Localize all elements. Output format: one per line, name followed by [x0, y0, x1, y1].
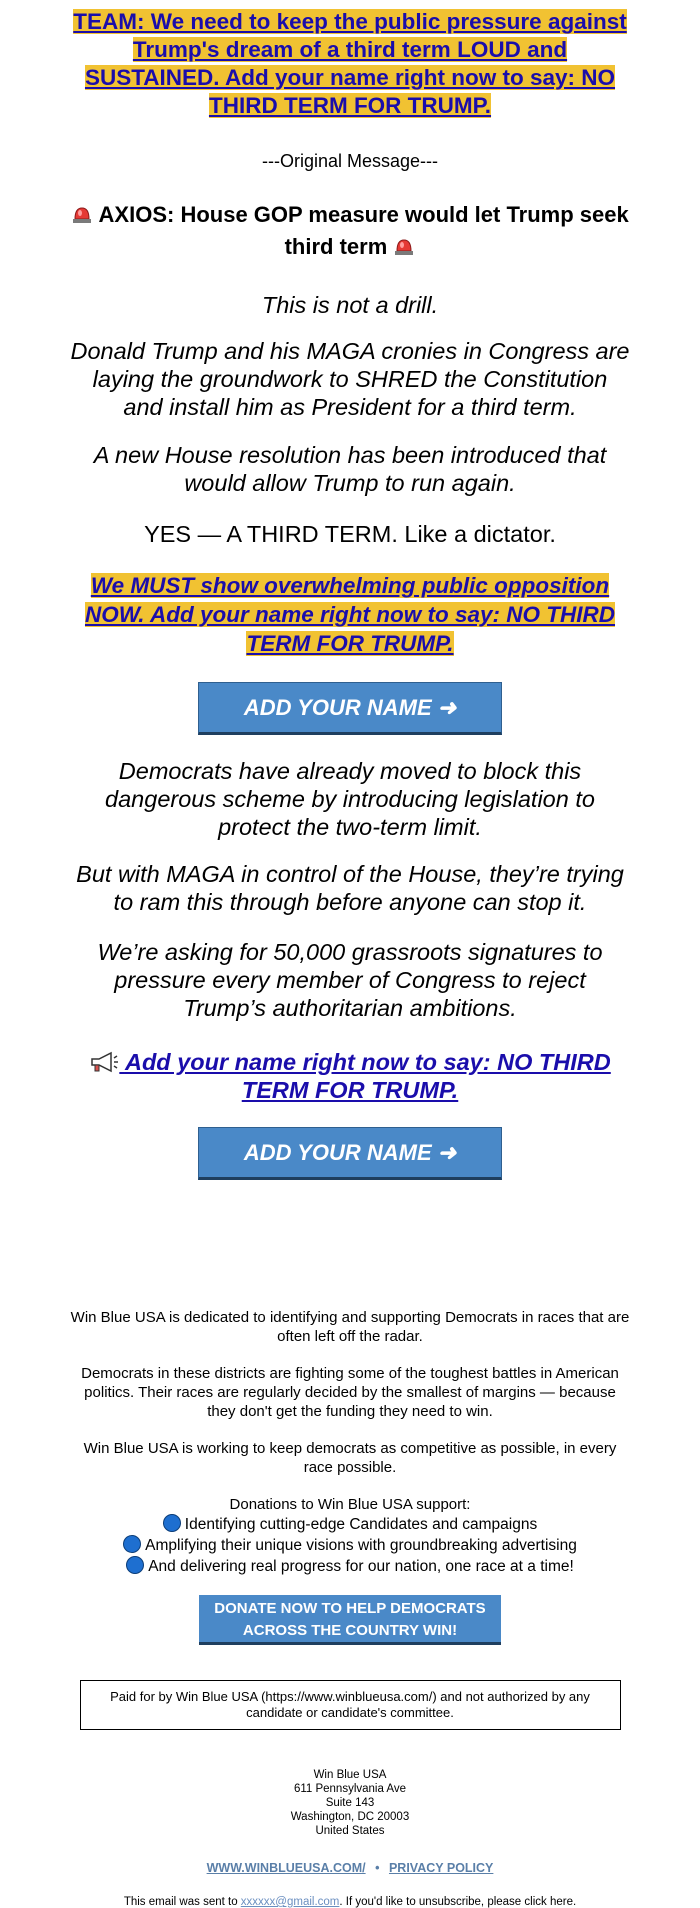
donate-button[interactable]: DONATE NOW TO HELP DEMOCRATS ACROSS THE COUNTRY WIN! — [199, 1595, 501, 1645]
add-name-link-row — [70, 1048, 630, 1104]
footer-links — [70, 1861, 630, 1875]
footer-competitive: Win Blue USA is working to keep democrats as competitive as possible, in every race possible. — [83, 1440, 617, 1476]
unsubscribe-line: This email was sent to xxxxxx@gmail.com. If you'd like to unsubscribe, please click here. — [123, 1896, 577, 1908]
footer-mission: Win Blue USA is dedicated to identifying and supporting Democrats in races that are often left off the radar. — [70, 1309, 630, 1345]
siren-icon — [393, 236, 415, 256]
email-body — [70, 0, 630, 1908]
list-item: And delivering real progress for our nation, one race at a time! — [70, 1556, 630, 1577]
footer-battles: Democrats in these districts are fighting some of the toughest battles in American politics. Their races are regularly decided by the smallest of margins — because they don't get the funding they need to win. — [81, 1365, 619, 1420]
address-suite: Suite 143 — [325, 1797, 375, 1809]
megaphone-icon — [89, 1051, 119, 1073]
blue-circle-icon — [126, 1556, 144, 1574]
paragraph-resolution: A new House resolution has been introduced that would allow Trump to run again. — [93, 442, 607, 496]
link-separator: • — [375, 1861, 380, 1875]
headline — [70, 199, 630, 263]
mailing-address — [70, 1768, 630, 1838]
website-link[interactable]: WWW.WINBLUEUSA.COM/ — [206, 1861, 366, 1875]
blue-circle-icon — [163, 1514, 181, 1532]
paid-for-disclaimer: Paid for by Win Blue USA (https://www.winblueusa.com/) and not authorized by any candidate or candidate's committee. — [80, 1680, 621, 1730]
support-title: Donations to Win Blue USA support: — [229, 1496, 471, 1513]
blue-circle-icon — [123, 1535, 141, 1553]
privacy-policy-link[interactable]: PRIVACY POLICY — [388, 1861, 494, 1875]
address-name: Win Blue USA — [313, 1769, 387, 1781]
paragraph-signatures: We’re asking for 50,000 grassroots signatures to pressure every member of Congress to reject Trump’s authoritarian ambitions. — [97, 939, 603, 1021]
add-your-name-button-2[interactable]: ADD YOUR NAME ➜ — [198, 1127, 502, 1180]
add-name-link[interactable]: Add your name right now to say: NO THIRD TERM FOR TRUMP. — [124, 1049, 611, 1103]
original-message-label: ---Original Message--- — [261, 151, 439, 171]
address-street: 611 Pennsylvania Ave — [293, 1783, 407, 1795]
unsubscribe-link[interactable]: . If you'd like to unsubscribe, please click here. — [339, 1896, 577, 1908]
list-item: Identifying cutting-edge Candidates and campaigns — [70, 1514, 630, 1535]
address-city: Washington, DC 20003 — [290, 1811, 410, 1823]
paragraph-drill: This is not a drill. — [261, 292, 439, 318]
recipient-email[interactable]: xxxxxx@gmail.com — [240, 1896, 340, 1908]
address-country: United States — [315, 1825, 385, 1837]
paragraph-groundwork: Donald Trump and his MAGA cronies in Congress are laying the groundwork to SHRED the Constitution and install him as President for a third term. — [70, 338, 630, 420]
mid-banner-link[interactable]: We MUST show overwhelming public opposition NOW. Add your name right now to say: NO THIRD TERM FOR TRUMP. — [84, 573, 615, 656]
paragraph-democrats-block: Democrats have already moved to block this dangerous scheme by introducing legislation to protect the two-term limit. — [105, 758, 595, 840]
mid-banner — [70, 571, 630, 658]
top-banner — [70, 0, 630, 120]
headline-text: AXIOS: House GOP measure would let Trump seek third term — [98, 202, 629, 259]
siren-icon — [71, 204, 93, 224]
list-item: Amplifying their unique visions with groundbreaking advertising — [70, 1535, 630, 1556]
top-banner-link[interactable]: TEAM: We need to keep the public pressure against Trump's dream of a third term LOUD and SUSTAINED. Add your name right now to say: NO THIRD TERM FOR TRUMP. — [73, 9, 627, 118]
paragraph-third-term: YES — A THIRD TERM. Like a dictator. — [144, 521, 556, 547]
support-list — [70, 1514, 630, 1577]
add-your-name-button[interactable]: ADD YOUR NAME ➜ — [198, 682, 502, 735]
paragraph-maga-control: But with MAGA in control of the House, they’re trying to ram this through before anyone can stop it. — [76, 861, 624, 915]
